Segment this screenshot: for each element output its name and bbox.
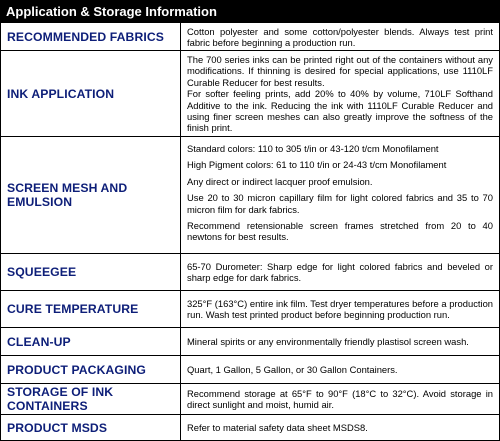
row-text: Recommend retensionable screen frames stretched from 20 to 40 newtons for best results.: [187, 220, 493, 243]
row-text: For softer feeling prints, add 20% to 40% by volume, 710LF Softhand Additive to the ink. Reducing the ink with 1110LF Curable Reducer and using finer screen meshes can also greatly improve the softness of the finish print.: [187, 88, 493, 134]
row-content: [187, 54, 493, 134]
row-label: PRODUCT MSDS: [1, 415, 181, 440]
row-label: CLEAN-UP: [1, 328, 181, 355]
row-content: [187, 26, 493, 49]
row-text: Standard colors: 110 to 305 t/in or 43-120 t/cm Monofilament: [187, 143, 439, 154]
row-text: Refer to material safety data sheet MSDS8.: [187, 421, 368, 433]
row-label: SQUEEGEE: [1, 254, 181, 290]
row-cure-temperature: [1, 290, 499, 327]
row-label: CURE TEMPERATURE: [1, 291, 181, 327]
row-content: [187, 143, 493, 243]
row-content: [187, 356, 493, 383]
row-recommended-fabrics: [1, 22, 499, 50]
row-text: Recommend storage at 65°F to 90°F (18°C to 32°C). Avoid storage in direct sunlight and moist, humid air.: [187, 387, 493, 410]
row-text: Cotton polyester and some cotton/polyester blends. Always test print fabric before beginning a production run.: [187, 26, 493, 49]
row-label: SCREEN MESH AND EMULSION: [1, 137, 181, 253]
row-text: Any direct or indirect lacquer proof emulsion.: [187, 175, 373, 187]
row-product-packaging: [1, 355, 499, 383]
row-content: [187, 291, 493, 327]
row-squeegee: [1, 253, 499, 290]
row-text: High Pigment colors: 61 to 110 t/in or 24-43 t/cm Monofilament: [187, 159, 447, 171]
row-product-msds: [1, 414, 499, 440]
sheet-title: Application & Storage Information: [1, 1, 499, 22]
row-text: 325°F (163°C) entire ink film. Test dryer temperatures before a production run. Wash test printed product before beginning production run.: [187, 297, 493, 320]
row-label: RECOMMENDED FABRICS: [1, 23, 181, 50]
row-label: STORAGE OF INK CONTAINERS: [1, 384, 181, 414]
row-screen-mesh-and-emulsion: [1, 136, 499, 253]
row-content: [187, 384, 493, 414]
row-content: [187, 254, 493, 290]
row-text: Mineral spirits or any environmentally friendly plastisol screen wash.: [187, 335, 469, 347]
row-label: PRODUCT PACKAGING: [1, 356, 181, 383]
row-content: [187, 328, 493, 355]
row-ink-application: [1, 50, 499, 136]
row-text: Quart, 1 Gallon, 5 Gallon, or 30 Gallon Containers.: [187, 363, 398, 375]
row-clean-up: [1, 327, 499, 355]
row-storage-of-ink-containers: [1, 383, 499, 414]
row-text: The 700 series inks can be printed right out of the containers without any modifications. If thinning is desired for special applications, use 1110LF Curable Reducer for best results.: [187, 54, 493, 88]
row-text: 65-70 Durometer: Sharp edge for light colored fabrics and beveled or sharp edge for dark fabrics.: [187, 260, 493, 283]
row-label: INK APPLICATION: [1, 51, 181, 136]
row-text: Use 20 to 30 micron capillary film for light colored fabrics and 35 to 70 micron film for dark fabrics.: [187, 192, 493, 215]
row-content: [187, 415, 493, 440]
